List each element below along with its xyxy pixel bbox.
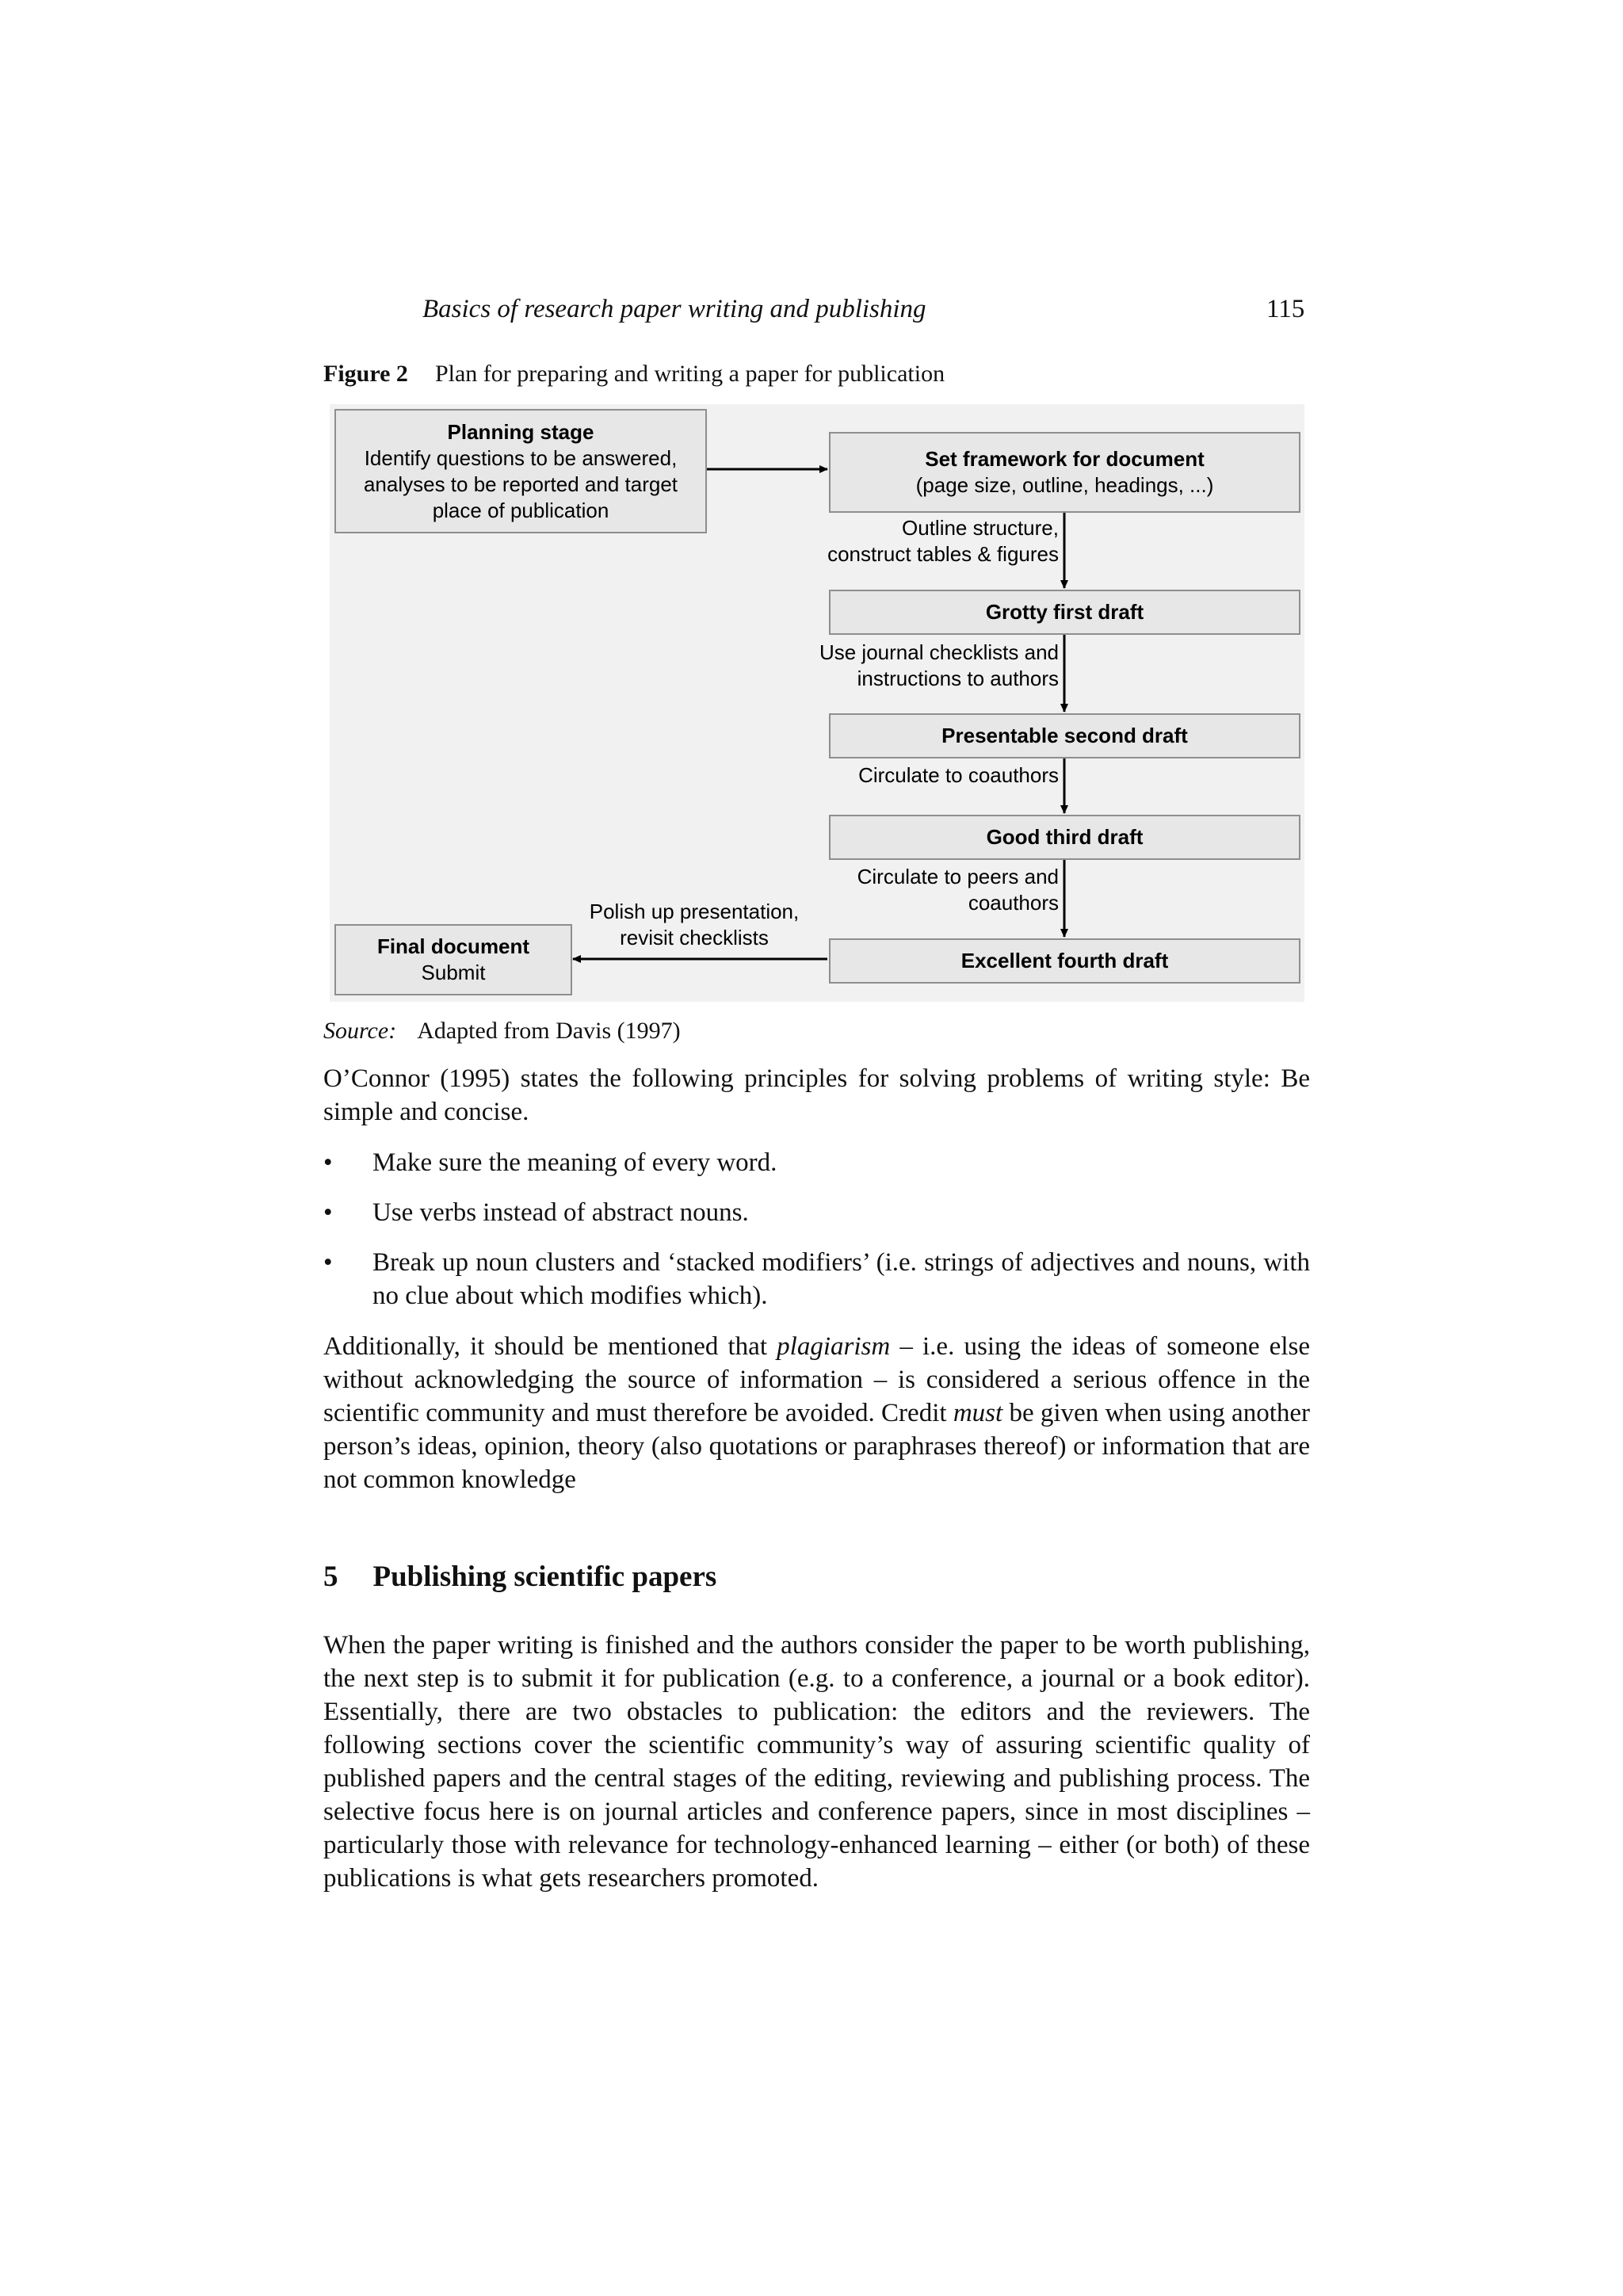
label-outline: Outline structure, construct tables & figures — [827, 516, 1059, 566]
third-draft-title: Good third draft — [986, 825, 1144, 849]
first-draft-box — [829, 590, 1300, 635]
emphasis-must: must — [953, 1399, 1003, 1427]
publishing-paragraph: When the paper writing is finished and the authors consider the paper to be worth publishing, the next step is to submit it for publication (e.g. to a conference, a journal or a book editor). Essentially, there are two obstacles to publication: the editors and the reviewers. The following sections cover the scientific community’s way of assuring scientific quality of published papers and the central stages of the editing, reviewing and publishing process. The selective focus here is on journal articles and conference papers, since in most disciplines – particularly those with relevance for technology-enhanced learning – either (or both) of these publications is what gets researchers promoted. — [323, 1631, 1310, 1893]
list-item-text: Make sure the meaning of every word. — [372, 1148, 777, 1177]
second-draft-box — [829, 713, 1300, 758]
final-document-subtitle: Submit — [421, 961, 486, 984]
source-text: Adapted from Davis (1997) — [417, 1018, 681, 1044]
flow-diagram — [330, 404, 1304, 1002]
second-draft-title: Presentable second draft — [941, 724, 1188, 747]
section-number: 5 — [323, 1561, 338, 1593]
figure-source — [323, 1018, 681, 1045]
page-number: 115 — [1266, 295, 1305, 323]
label-peers: Circulate to peers and coauthors — [857, 865, 1059, 915]
figure-label: Figure 2 — [323, 361, 408, 387]
bullet-icon: • — [323, 1198, 333, 1227]
framework-title: Set framework for document — [925, 447, 1205, 471]
label-polish: Polish up presentation, revisit checklists — [589, 900, 800, 949]
intro-paragraph: O’Connor (1995) states the following principles for solving problems of writing style: Be simple and concise. — [323, 1064, 1310, 1126]
plagiarism-paragraph: Additionally, it should be mentioned that plagiarism – i.e. using the ideas of someone else without acknowledging the source of information – is considered a serious offence in the scientific community and must therefore be avoided. Credit must be given when using another person’s ideas, opinion, theory (also quotations or paraphrases thereof) or information that are not common knowledge — [323, 1332, 1310, 1494]
plagiarism-term: plagiarism — [777, 1332, 891, 1361]
planning-stage-line-1: Identify questions to be answered, — [364, 445, 678, 470]
fourth-draft-box — [829, 938, 1300, 984]
running-header-title: Basics of research paper writing and publishing — [422, 295, 926, 323]
final-document-title: Final document — [376, 934, 530, 958]
section-heading — [323, 1560, 716, 1594]
list-item-text: Break up noun clusters and ‘stacked modifiers’ (i.e. strings of adjectives and nouns, with no clue about which modifies which). — [372, 1248, 1310, 1310]
figure-caption-text: Plan for preparing and writing a paper for publication — [434, 361, 945, 387]
planning-stage-title: Planning stage — [447, 419, 594, 444]
source-label: Source: — [323, 1018, 397, 1044]
label-checklists: Use journal checklists and instructions to authors — [819, 640, 1059, 690]
framework-subtitle: (page size, outline, headings, ...) — [915, 473, 1214, 497]
third-draft-box — [829, 815, 1300, 860]
planning-stage-line-2: analyses to be reported and target — [363, 472, 678, 496]
list-item-text: Use verbs instead of abstract nouns. — [372, 1198, 749, 1227]
planning-stage-line-3: place of publication — [432, 498, 609, 522]
bullet-icon: • — [323, 1248, 333, 1277]
figure-caption — [323, 361, 945, 388]
bullet-icon: • — [323, 1148, 333, 1177]
fourth-draft-title: Excellent fourth draft — [960, 949, 1169, 972]
first-draft-title: Grotty first draft — [985, 600, 1144, 624]
planning-stage-box — [334, 409, 707, 533]
label-coauthors: Circulate to coauthors — [858, 763, 1059, 787]
section-title: Publishing scientific papers — [372, 1561, 717, 1593]
final-document-box — [334, 924, 572, 995]
framework-box — [829, 432, 1300, 513]
